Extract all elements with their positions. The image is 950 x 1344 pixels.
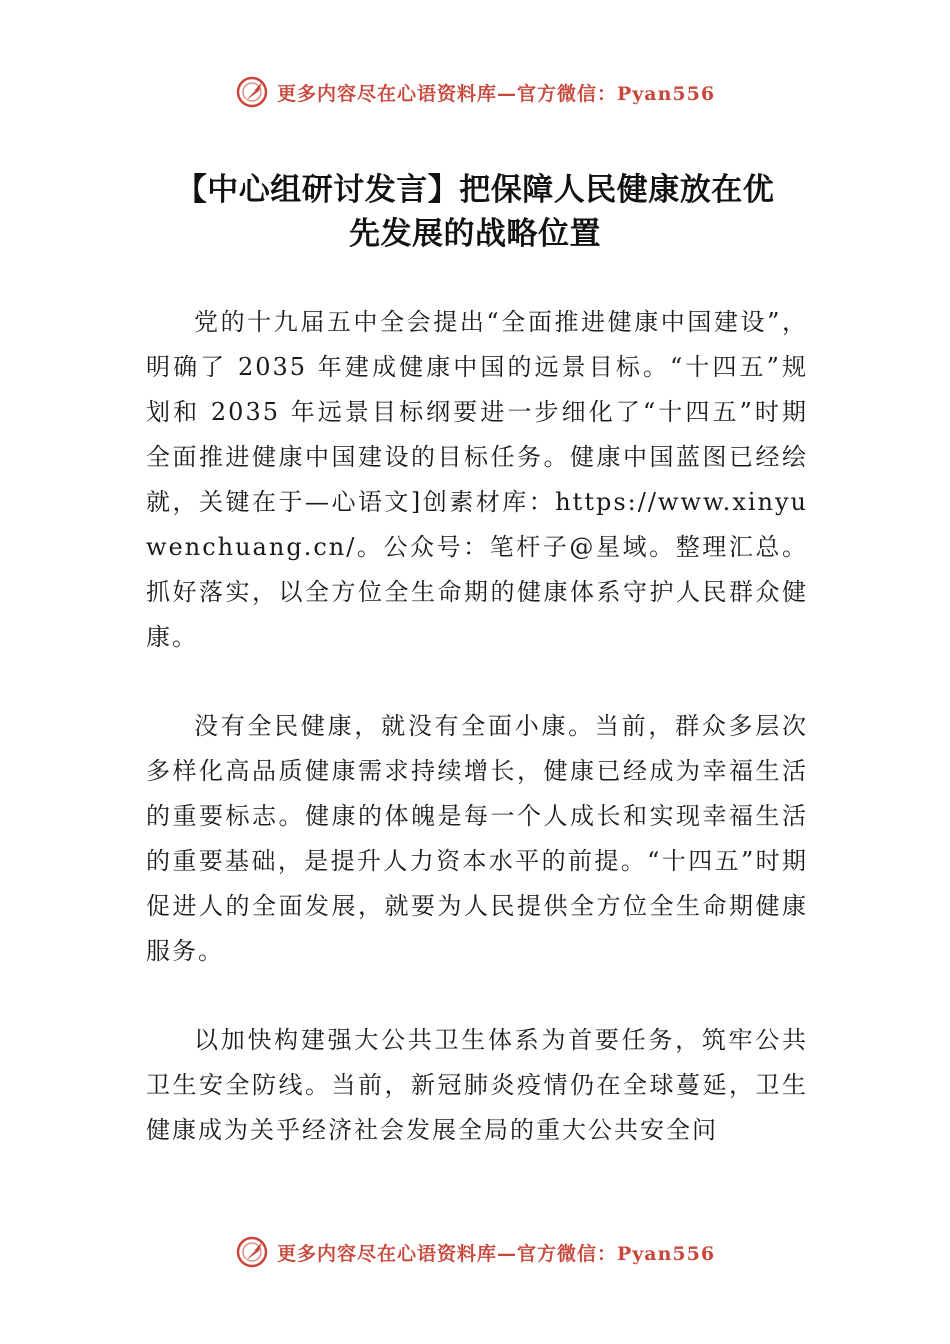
quill-pen-logo-icon [235,1235,269,1269]
header-banner-text: 更多内容尽在心语资料库—官方微信：Pyan556 [276,82,716,105]
paragraph-2: 没有全民健康，就没有全面小康。当前，群众多层次多样化高品质健康需求持续增长，健康已经成为幸福生活的重要标志。健康的体魄是每一个人成长和实现幸福生活的重要基础，是提升人力资本水平的前提。“十四五”时期促进人的全面发展，就要为人民提供全方位全生命期健康服务。 [146,712,808,965]
title-line-2: 先发展的战略位置 [349,216,601,252]
footer-banner [0,1232,950,1272]
title-line-1: 【中心组研讨发言】把保障人民健康放在优 [175,172,775,208]
paragraph-1: 党的十九届五中全会提出“全面推进健康中国建设”，明确了 2035 年建成健康中国的远景目标。“十四五”规划和 2035 年远景目标纲要进一步细化了“十四五”时期全面推进健康中国建设的目标任务。健康中国蓝图已经绘就，关键在于—心语文]创素材库：https://www.xinyuwenchuang.cn/。公众号：笔杆子@星域。整理汇总。抓好落实，以全方位全生命期的健康体系守护人民群众健康。 [146,308,808,651]
document-body [146,300,808,1197]
footer-banner-text: 更多内容尽在心语资料库—官方微信：Pyan556 [276,1242,716,1265]
paragraph-3: 以加快构建强大公共卫生体系为首要任务，筑牢公共卫生安全防线。当前，新冠肺炎疫情仍在全球蔓延，卫生健康成为关乎经济社会发展全局的重大公共安全问 [146,1026,808,1144]
quill-pen-logo-icon [235,75,269,109]
header-banner [0,72,950,112]
document-title [110,168,840,256]
